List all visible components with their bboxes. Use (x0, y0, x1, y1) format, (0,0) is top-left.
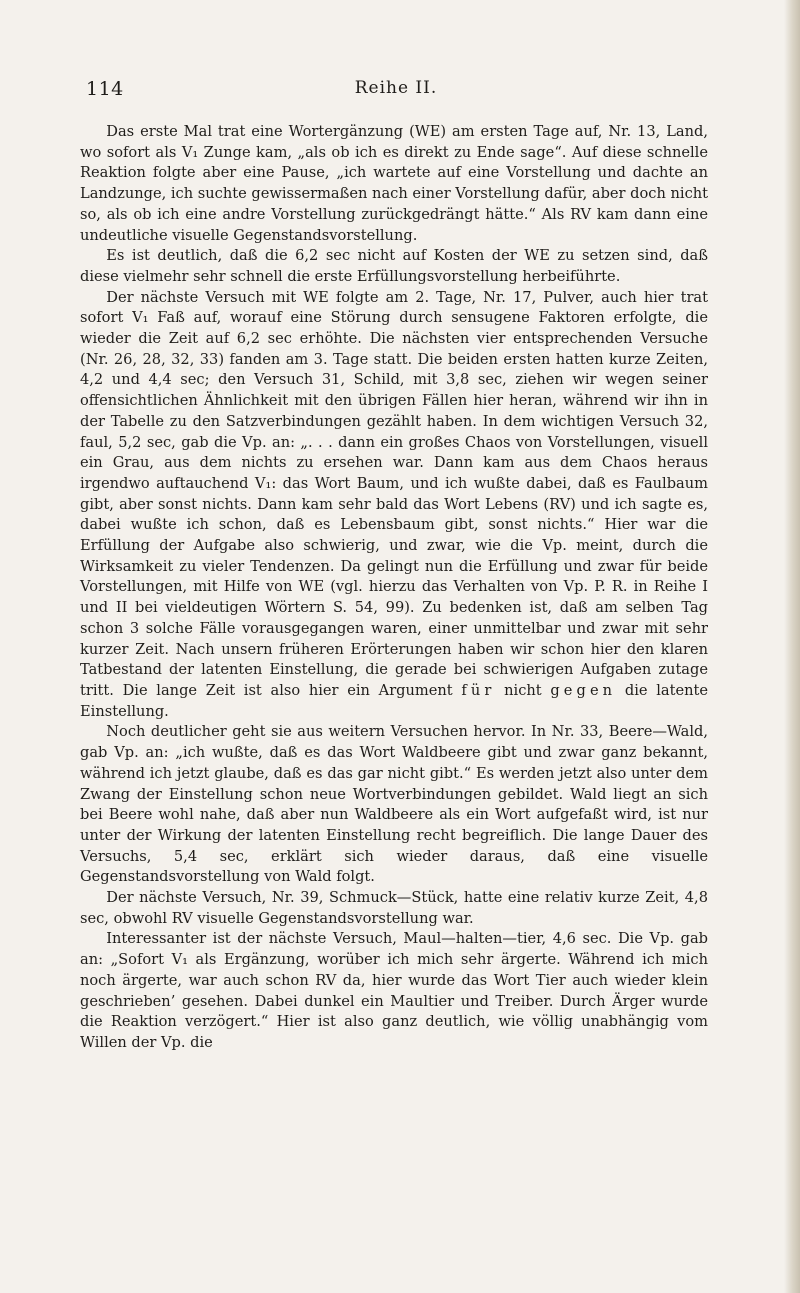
body-text (80, 122, 708, 1054)
emphasis-fur: für (461, 681, 496, 699)
paragraph (80, 288, 708, 723)
page-header (86, 78, 706, 108)
emphasis-gegen: gegen (550, 681, 617, 699)
paragraph: Der nächste Versuch, Nr. 39, Schmuck—Stück, hatte eine relativ kurze Zeit, 4,8 sec, obwohl RV visuelle Gegenstandsvorstellung war. (80, 889, 708, 927)
paragraph: Es ist deutlich, daß die 6,2 sec nicht auf Kosten der WE zu setzen sind, daß diese vielmehr sehr schnell die erste Erfüllungsvorstellung herbeiführte. (80, 247, 708, 285)
paragraph: Das erste Mal trat eine Wortergänzung (WE) am ersten Tage auf, Nr. 13, Land, wo sofort als V₁ Zunge kam, „als ob ich es direkt zu Ende sage“. Auf diese schnelle Reaktion folgte aber eine Pause, „ich wartete auf eine Vorstellung und dachte an Landzunge, ich suchte gewissermaßen nach einer Vorstellung dafür, aber doch nicht so, als ob ich eine andre Vorstellung zurückgedrängt hätte.“ Als RV kam dann eine undeutliche visuelle Gegenstandsvorstellung. (80, 123, 709, 244)
paragraph: Interessanter ist der nächste Versuch, Maul—halten—tier, 4,6 sec. Die Vp. gab an: „Sofort V₁ als Ergänzung, worüber ich mich sehr ärgerte. Während ich mich noch ärgerte, war auch schon RV da, hier wurde das Wort Tier auch wieder klein geschrieben’ gesehen. Dabei dunkel ein Maultier und Treiber. Durch Ärger wurde die Reaktion verzögert.“ Hier ist also ganz deutlich, wie völlig unabhängig vom Willen der Vp. die (80, 930, 708, 1051)
paragraph-text: nicht (504, 681, 542, 699)
page-number: 114 (86, 78, 124, 100)
paragraph-text: Der nächste Versuch mit WE folgte am 2. Tage, Nr. 17, Pulver, auch hier trat sofort V₁ Faß auf, worauf eine Störung durch sensugene Faktoren erfolgte, die wieder die Zeit auf 6,2 sec erhöhte. Die nächsten vier entsprechenden Versuche (Nr. 26, 28, 32, 33) fanden am 3. Tage statt. Die beiden ersten hatten kurze Zeiten, 4,2 und 4,4 sec; den Versuch 31, Schild, mit 3,8 sec, ziehen wir wegen seiner offensichtlichen Ähnlichkeit mit den übrigen Fällen hier heran, während wir ihn in der Tabelle zu den Satzverbindungen gezählt haben. In dem wichtigen Versuch 32, faul, 5,2 sec, gab die Vp. an: „. . . dann ein großes Chaos von Vorstellungen, visuell ein Grau, aus dem nichts zu ersehen war. Dann kam aus dem Chaos heraus irgendwo auftauchend V₁: das Wort Baum, und ich wußte dabei, daß es Faulbaum gibt, aber sonst nichts. Dann kam sehr bald das Wort Lebens (RV) und ich sagte es, dabei wußte ich schon, daß es Lebensbaum gibt, sonst nichts.“ Hier war die Erfüllung der Aufgabe also schwierig, und zwar, wie die Vp. meint, durch die Wirksamkeit zu vieler Tendenzen. Da gelingt nun die Erfüllung und zwar für beide Vorstellungen, mit Hilfe von WE (vgl. hierzu das Verhalten von Vp. P. R. in Reihe I und II bei vieldeutigen Wörtern S. 54, 99). Zu bedenken ist, daß am selben Tag schon 3 solche Fälle vorausgegangen waren, einer unmittelbar und zwar mit sehr kurzer Zeit. Nach unsern früheren Erörterungen haben wir schon hier den klaren Tatbestand der latenten Einstellung, die gerade bei schwierigen Aufgaben zutage tritt. Die lange Zeit ist also hier ein Argument (80, 288, 708, 699)
page-edge-shadow (784, 0, 800, 1293)
paragraph-text: die latente Einstellung. (80, 681, 709, 720)
running-title: Reihe II. (354, 78, 438, 98)
paragraph: Noch deutlicher geht sie aus weitern Versuchen hervor. In Nr. 33, Beere—Wald, gab Vp. an: „ich wußte, daß es das Wort Waldbeere gibt und zwar ganz bekannt, während ich jetzt glaube, daß es das gar nicht gibt.“ Es werden jetzt also unter dem Zwang der Einstellung schon neue Wortverbindungen gebildet. Wald liegt an sich bei Beere wohl nahe, daß aber nun Waldbeere als ein Wort aufgefaßt wird, ist nur unter der Wirkung der latenten Einstellung recht begreiflich. Die lange Dauer des Versuchs, 5,4 sec, erklärt sich wieder daraus, daß eine visuelle Gegenstandsvorstellung von Wald folgt. (80, 723, 708, 886)
